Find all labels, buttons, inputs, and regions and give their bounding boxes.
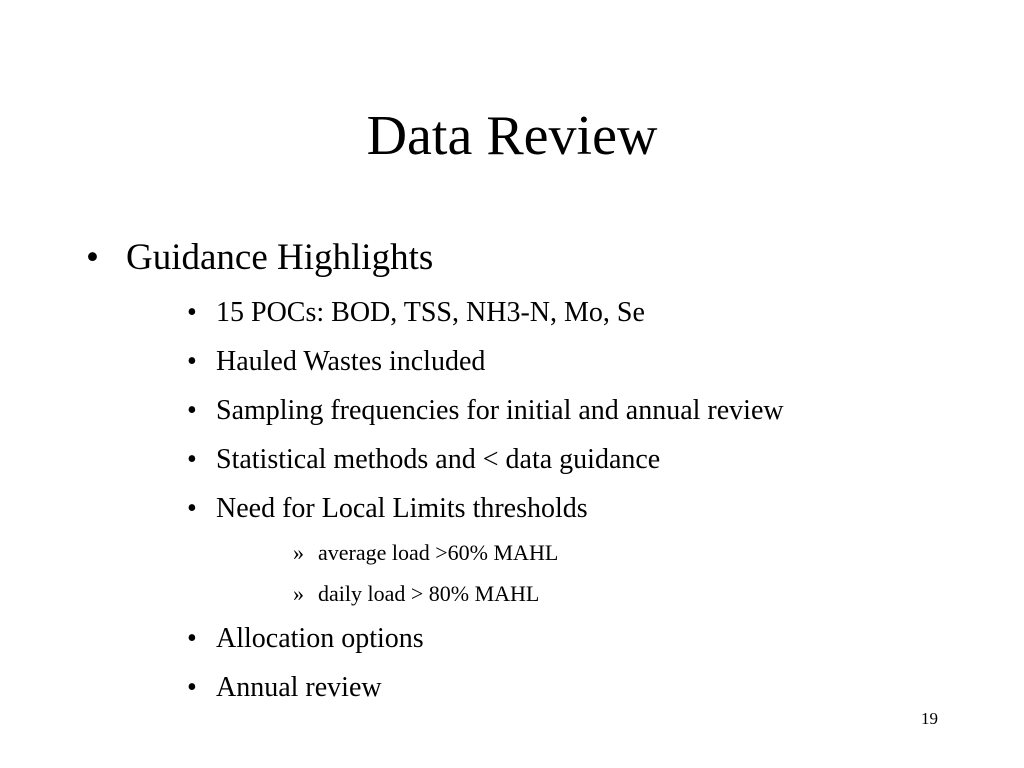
sub-bullet-icon: » (293, 540, 304, 565)
sub-list-item-label: daily load > 80% MAHL (318, 581, 540, 606)
sub-list-item-label: average load >60% MAHL (318, 540, 559, 565)
bullet-icon: • (187, 395, 197, 426)
slide-number: 19 (921, 709, 938, 728)
list-item-label: 15 POCs: BOD, TSS, NH3-N, Mo, Se (216, 297, 645, 328)
sub-bullet-icon: » (293, 581, 304, 606)
list-item-label: Sampling frequencies for initial and annual review (216, 395, 784, 426)
bullet-icon: • (86, 237, 99, 278)
list-item-label: Guidance Highlights (126, 237, 434, 278)
list-item-label: Need for Local Limits thresholds (216, 493, 588, 524)
bullet-icon: • (187, 623, 197, 654)
slide-title: Data Review (366, 105, 658, 167)
bullet-icon: • (187, 672, 197, 703)
bullet-icon: • (187, 444, 197, 475)
list-item-label: Allocation options (216, 623, 424, 654)
bullet-icon: • (187, 346, 197, 377)
list-item-label: Statistical methods and < data guidance (216, 444, 661, 475)
bullet-icon: • (187, 297, 197, 328)
bullet-icon: • (187, 493, 197, 524)
list-item-label: Hauled Wastes included (216, 346, 486, 377)
list-item-label: Annual review (216, 672, 382, 703)
